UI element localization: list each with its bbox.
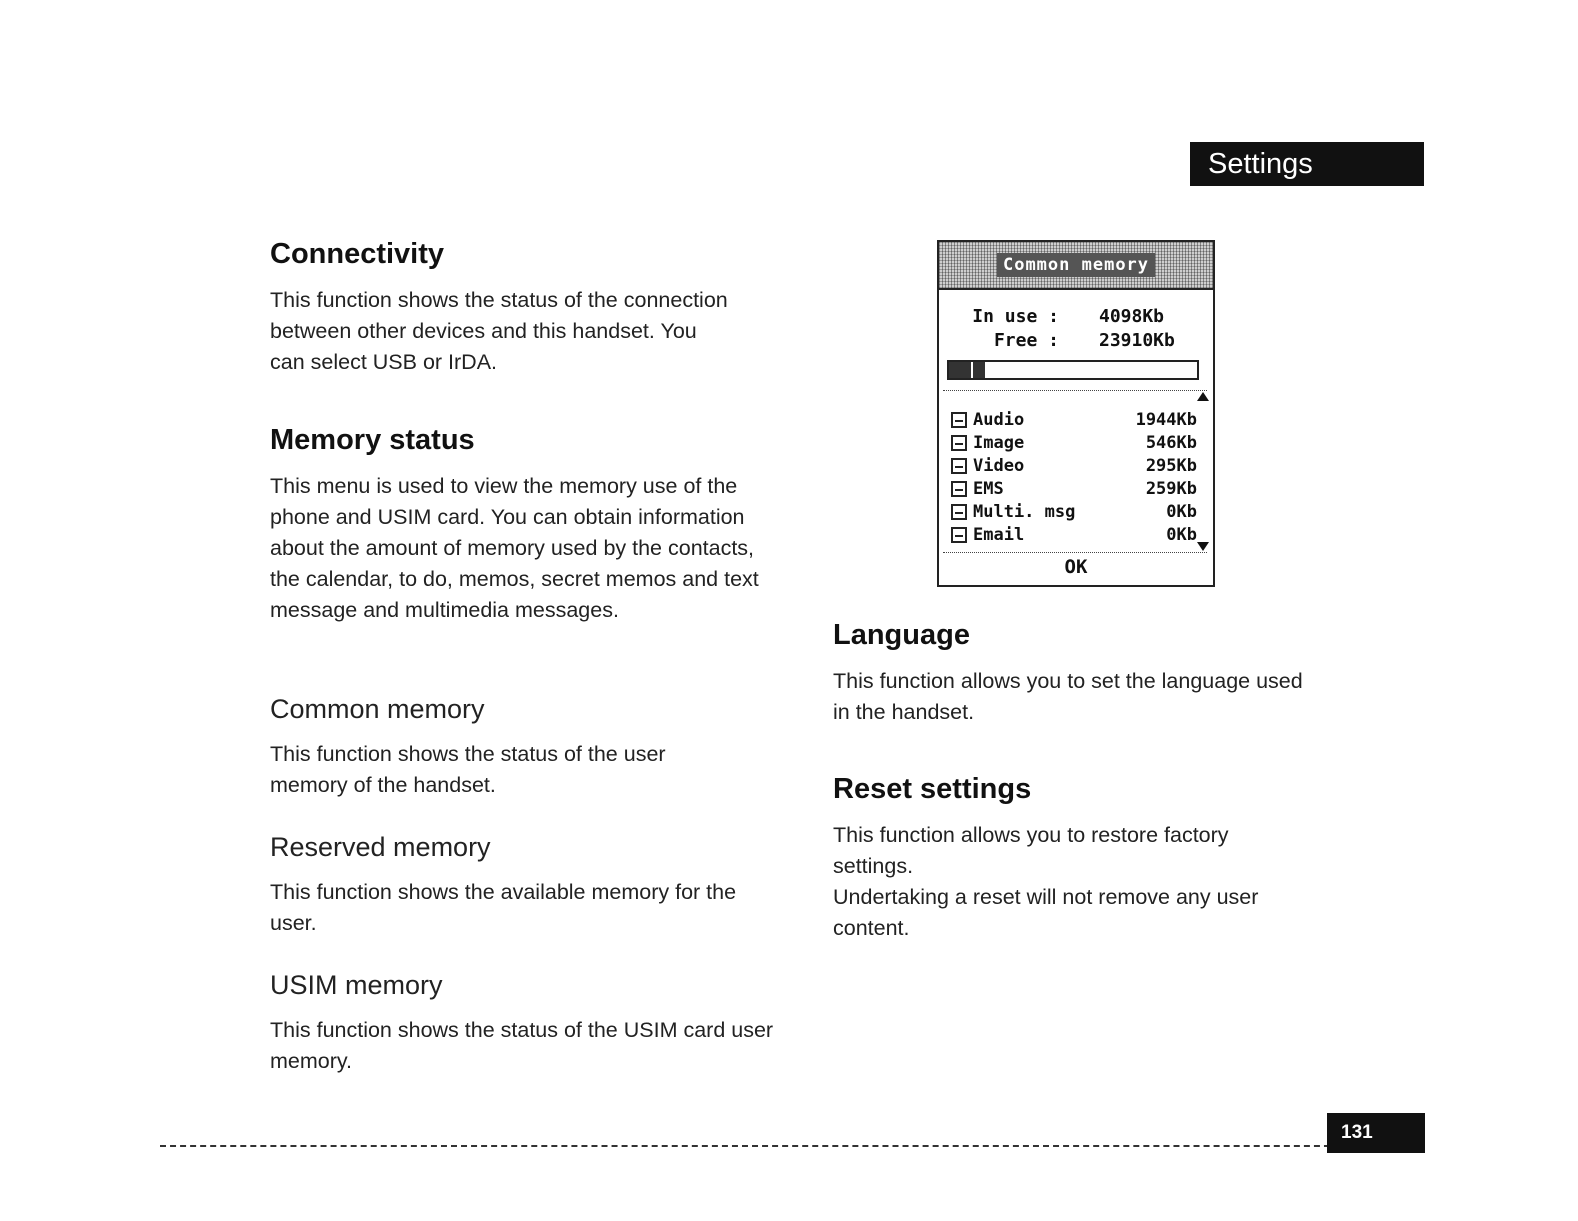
list-item-size: 1944Kb xyxy=(1135,409,1197,430)
in-use-value: 4098Kb xyxy=(1099,306,1165,327)
connectivity-body: This function shows the status of the connection between other devices and this handset. You can select USB or IrDA. xyxy=(270,288,728,374)
reserved-memory-section xyxy=(270,832,790,939)
ems-icon xyxy=(951,481,967,497)
free-label: Free : xyxy=(993,330,1059,351)
phone-screen-title: Common memory xyxy=(997,253,1155,277)
reserved-memory-body: This function shows the available memory for the user. xyxy=(270,880,737,935)
list-item-name: Video xyxy=(973,455,1025,476)
image-icon xyxy=(951,435,967,451)
connectivity-heading: Connectivity xyxy=(270,238,445,270)
memory-status-section xyxy=(270,424,790,626)
list-item-size: 259Kb xyxy=(1145,478,1197,499)
multi-msg-icon xyxy=(951,504,967,520)
common-memory-body: This function shows the status of the user memory of the handset. xyxy=(270,742,666,797)
reset-settings-body-1: This function allows you to restore factory settings. xyxy=(833,823,1229,878)
connectivity-section xyxy=(270,238,790,378)
language-section xyxy=(833,619,1353,728)
list-item-name: Image xyxy=(973,432,1025,453)
reset-settings-section xyxy=(833,773,1353,944)
scroll-up-arrow-icon[interactable] xyxy=(1197,392,1209,401)
reset-settings-body-2: Undertaking a reset will not remove any user content. xyxy=(833,885,1259,940)
reserved-memory-heading: Reserved memory xyxy=(270,832,491,862)
free-value: 23910Kb xyxy=(1099,330,1175,351)
list-bottom-divider xyxy=(943,552,1207,553)
list-item-name: Audio xyxy=(973,409,1025,430)
memory-usage-fill xyxy=(949,362,985,378)
footer-dashed-rule xyxy=(160,1145,1340,1147)
usim-memory-section xyxy=(270,970,790,1077)
list-top-divider xyxy=(943,390,1207,391)
in-use-label: In use : xyxy=(972,306,1059,327)
ok-softkey[interactable]: OK xyxy=(1064,556,1088,578)
list-item-name: Multi. msg xyxy=(973,501,1076,522)
language-body: This function allows you to set the language used in the handset. xyxy=(833,669,1303,724)
video-icon xyxy=(951,458,967,474)
common-memory-heading: Common memory xyxy=(270,694,485,724)
list-item-size: 0Kb xyxy=(1166,524,1197,545)
scroll-down-arrow-icon[interactable] xyxy=(1197,542,1209,551)
list-item-email[interactable] xyxy=(951,523,1197,546)
list-item-name: EMS xyxy=(973,478,1004,499)
memory-category-list xyxy=(951,408,1197,546)
list-item-size: 546Kb xyxy=(1145,432,1197,453)
phone-screen-title-bar xyxy=(939,242,1213,290)
list-item-audio[interactable] xyxy=(951,408,1197,431)
reset-settings-heading: Reset settings xyxy=(833,773,1032,805)
phone-screen xyxy=(937,240,1215,587)
free-row xyxy=(939,330,1213,354)
usim-memory-heading: USIM memory xyxy=(270,970,443,1000)
in-use-row xyxy=(939,306,1213,330)
list-item-size: 295Kb xyxy=(1145,455,1197,476)
memory-status-heading: Memory status xyxy=(270,424,475,456)
usim-memory-body: This function shows the status of the USIM card user memory. xyxy=(270,1018,774,1073)
email-icon xyxy=(951,527,967,543)
page-number: 131 xyxy=(1327,1113,1425,1153)
memory-status-body: This menu is used to view the memory use of the phone and USIM card. You can obtain information about the amount of memory used by the contacts, the calendar, to do, memos, secret memos and text message and multimedia messages. xyxy=(270,474,759,622)
section-tab: Settings xyxy=(1190,142,1424,186)
common-memory-section xyxy=(270,694,790,801)
memory-usage-bar xyxy=(947,360,1199,380)
language-heading: Language xyxy=(833,619,970,651)
list-item-ems[interactable] xyxy=(951,477,1197,500)
list-item-image[interactable] xyxy=(951,431,1197,454)
audio-icon xyxy=(951,412,967,428)
list-item-multi-msg[interactable] xyxy=(951,500,1197,523)
list-item-name: Email xyxy=(973,524,1025,545)
list-item-size: 0Kb xyxy=(1166,501,1197,522)
list-item-video[interactable] xyxy=(951,454,1197,477)
